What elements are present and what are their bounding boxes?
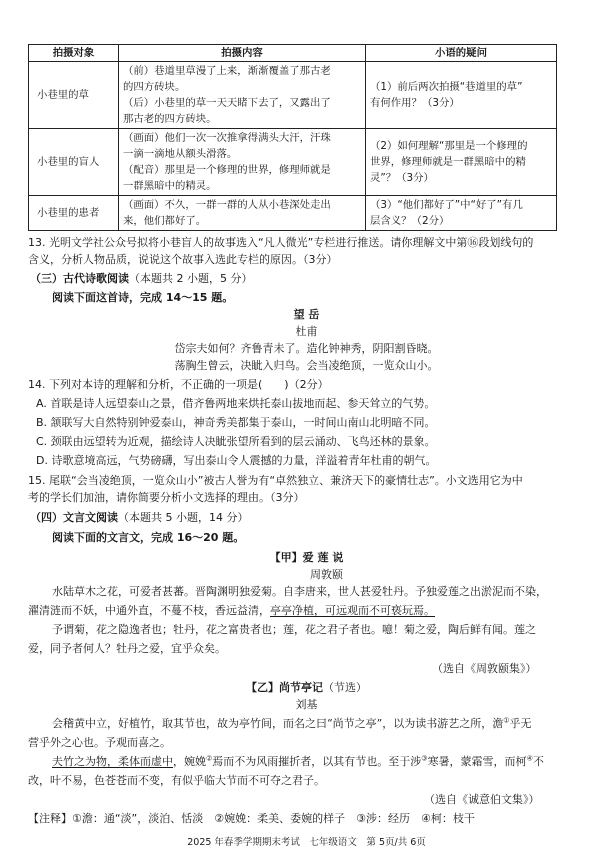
content-line: （画面）他们一次一次推拿得满头大汗，汗珠 — [123, 132, 331, 144]
section-3-heading — [0, 270, 613, 287]
annotations: 【注释】①澹：通“淡”，淡泊、恬淡 ②婉娩：柔美、委婉的样子 ③涉：经历 ④柯：枝干 — [28, 812, 475, 825]
text-b-paragraph-line — [0, 753, 613, 770]
table-header-question: 小语的疑问 — [366, 45, 557, 62]
text-b-title-note: （节选） — [323, 681, 367, 694]
poem-title: 望 岳 — [293, 308, 320, 321]
footnote-marker: ① — [503, 716, 510, 725]
question-15-line: 考的学长们加油，请你简要分析小文选择的理由。（3分） — [28, 491, 305, 504]
footnote-marker: ④ — [526, 754, 533, 763]
row-content — [119, 196, 366, 231]
content-line: 一滴一滴地从额头滑落。 — [123, 148, 238, 160]
table-header-subject: 拍摄对象 — [29, 45, 119, 62]
table-row — [29, 196, 557, 231]
row-content — [119, 129, 366, 196]
section-4-title: （四）文言文阅读 — [30, 511, 118, 524]
footnote-marker: ③ — [421, 754, 428, 763]
table-header-row — [29, 45, 557, 62]
question-13-line: 含义，分析人物品质，说说这个故事入选此专栏的原因。（3分） — [28, 253, 338, 266]
content-line: （画面）不久，一群一群的人从小巷深处走出 — [123, 199, 331, 211]
footnote-marker: ② — [206, 754, 213, 763]
text-a-source: （选自《周敦颐集》） — [432, 662, 537, 675]
text-b-paragraph-line: 改，叶不易，色苍苍而不变，有似乎临大节而不可夺之君子。 — [28, 774, 325, 787]
question-14-stem: 14. 下列对本诗的理解和分析，不正确的一项是( )（2分） — [28, 378, 329, 391]
text-a-paragraph-line: 水陆草木之花，可爱者甚蕃。晋陶渊明独爱菊。自李唐来，世人甚爱牡丹。予独爱莲之出淤泥而不染， — [52, 585, 547, 598]
table-row — [29, 62, 557, 129]
text-a-paragraph-line — [0, 602, 613, 619]
question-14-option-b: B. 颔联写大自然特别钟爱泰山，神奇秀美都集于泰山，一时间山南山北明暗不同。 — [36, 416, 436, 429]
page-footer: 2025 年春季学期期末考试 七年级语文 第 5页/共 6页 — [187, 837, 426, 848]
question-14-option-a: A. 首联是诗人远望泰山之景，借齐鲁两地来烘托泰山拔地而起、参天耸立的气势。 — [36, 397, 436, 410]
question-14-option-c: C. 颈联由远望转为近观，描绘诗人决眦张望所看到的层云涌动、飞鸟还林的景象。 — [36, 435, 436, 448]
poem-line: 荡胸生曾云，决眦入归鸟。会当凌绝顶，一览众山小。 — [174, 359, 439, 372]
text-b-underlined-sentence: 夫竹之为物，柔体而虚中 — [52, 755, 173, 768]
text-b-source: （选自《诚意伯文集》） — [424, 793, 540, 806]
text-a-title: 【甲】爱 莲 说 — [269, 551, 344, 564]
content-line: 的四方砖块。 — [123, 81, 186, 93]
question-line: 世界，修理师就是一群黑暗中的精 — [370, 156, 526, 168]
content-line: （配音）那里是一个修理的世界，修理师就是 — [123, 164, 331, 176]
question-line: （2）如何理解“那里是一个修理的 — [370, 140, 528, 152]
text-b-paragraph-line — [0, 715, 613, 732]
row-question — [366, 196, 557, 231]
question-15-line: 15. 尾联“会当凌绝顶，一览众山小”被古人誉为有“卓然独立、兼济天下的豪情壮志”。小文选用它为中 — [28, 474, 523, 487]
question-line: 有何作用？（3分） — [370, 97, 460, 109]
section-4-heading — [0, 509, 613, 526]
section-4-note: （本题共 5 小题，14 分） — [118, 511, 249, 524]
text-b-text: ，婉娩 — [173, 755, 206, 768]
text-b-author: 刘基 — [295, 698, 318, 711]
text-b-text: 焉而不为风雨摧折者，以其有节也。至于涉 — [212, 755, 422, 768]
poem-line: 岱宗夫如何？齐鲁青未了。造化钟神秀，阴阳割昏晓。 — [174, 342, 439, 355]
row-subject: 小巷里的患者 — [29, 196, 119, 231]
row-question — [366, 62, 557, 129]
question-13-line: 13. 光明文学社公众号拟将小巷盲人的故事选入“凡人微光”专栏进行推送。请你理解文中第⑯段划线句的 — [28, 236, 534, 249]
row-question — [366, 129, 557, 196]
content-line: 来，他们都好了。 — [123, 215, 207, 227]
content-line: 那古老的四方砖块。 — [123, 113, 217, 125]
content-line: 一群黑暗中的精灵。 — [123, 180, 217, 192]
text-b-text: 寒暑，蒙霜雪，而柯 — [427, 755, 527, 768]
question-line: （3）“他们都好了”中“好了”有几 — [370, 199, 523, 211]
question-line: （1）前后两次拍摄“巷道里的草” — [370, 81, 523, 93]
section-3-instruction: 阅读下面这首诗，完成 14～15 题。 — [52, 291, 234, 304]
row-subject: 小巷里的草 — [29, 62, 119, 129]
shooting-table — [28, 44, 557, 231]
table-row — [29, 129, 557, 196]
section-3-title: （三）古代诗歌阅读 — [30, 272, 129, 285]
content-line: （后）小巷里的草一天天睹下去了，又露出了 — [123, 97, 331, 109]
text-b-text: 乎无 — [509, 717, 532, 730]
content-line: （前）巷道里草漫了上来，渐渐覆盖了那古老 — [123, 65, 331, 77]
row-content — [119, 62, 366, 129]
question-line: 层含义？（2分） — [370, 215, 450, 227]
text-a-line-plain: 濯清涟而不妖，中通外直，不蔓不枝，香远益清， — [28, 604, 270, 617]
text-a-underlined-sentence: 亭亭净植，可远观而不可亵玩焉。 — [270, 604, 435, 617]
text-a-paragraph-line: 予谓菊，花之隐逸者也；牡丹，花之富贵者也；莲，花之君子者也。噫！菊之爱，陶后鲜有闻。莲之 — [52, 623, 536, 636]
text-b-text: 会稽黄中立，好植竹，取其节也，故为亭竹间，而名之曰“尚节之亭”，以为读书游艺之所，澹 — [52, 717, 504, 730]
text-b-title: 【乙】尚节亭记 — [246, 681, 323, 694]
section-3-note: （本题共 2 小题，5 分） — [129, 272, 253, 285]
question-line: 灵”？（3分） — [370, 172, 434, 184]
row-subject: 小巷里的盲人 — [29, 129, 119, 196]
question-14-option-d: D. 诗歌意境高远，气势磅礴，写出泰山令人震撼的力量，洋溢着青年杜甫的朝气。 — [36, 454, 437, 467]
text-a-author: 周敦颐 — [310, 568, 343, 581]
question-13 — [0, 234, 613, 268]
text-a-paragraph-line: 爱，同予者何人？牡丹之爱，宜乎众矣。 — [28, 642, 226, 655]
table-header-content: 拍摄内容 — [119, 45, 366, 62]
text-b-text: 不 — [532, 755, 544, 768]
poem-author: 杜甫 — [295, 325, 318, 338]
question-15 — [0, 472, 613, 506]
text-b-paragraph-line: 营乎外之心也。予观而喜之。 — [28, 736, 171, 749]
text-b-title-block — [0, 679, 613, 696]
section-4-instruction: 阅读下面的文言文，完成 16～20 题。 — [52, 531, 245, 544]
